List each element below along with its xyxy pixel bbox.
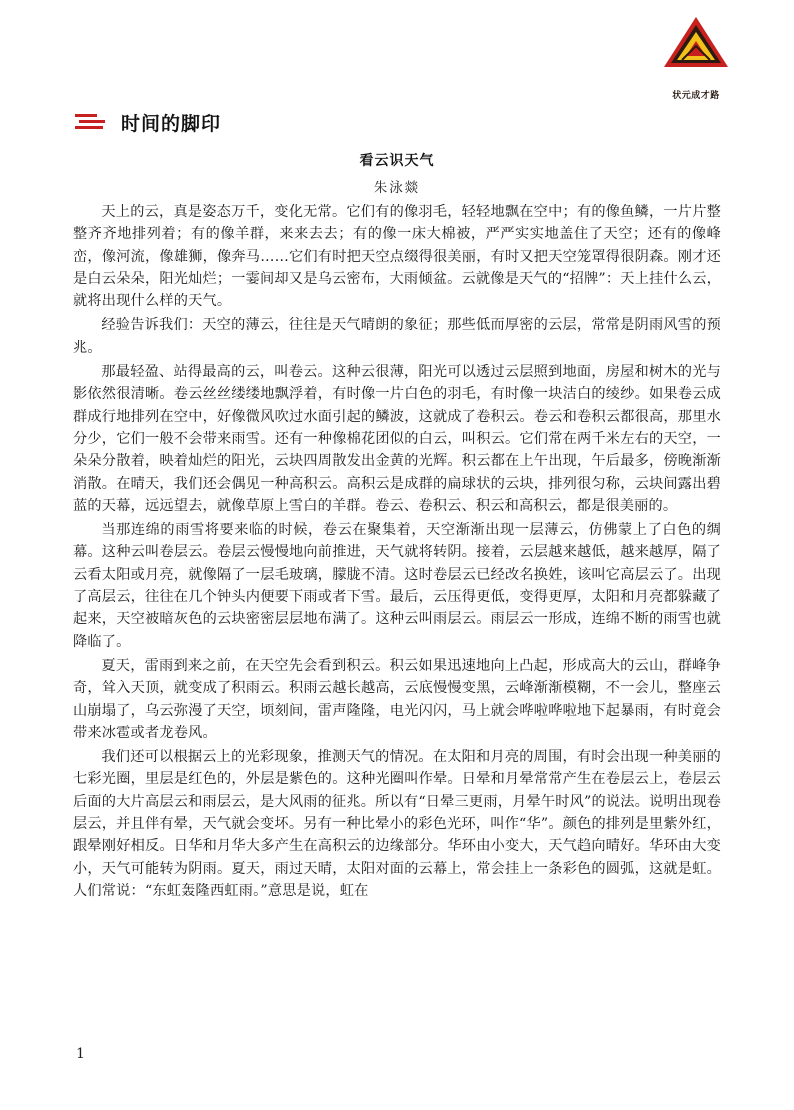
- paragraph: 当那连绵的雨雪将要来临的时候，卷云在聚集着，天空渐渐出现一层薄云，仿佛蒙上了白色的绸幕。这种云叫卷层云。卷层云慢慢地向前推进，天气就将转阴。接着，云层越来越低，越来越厚，隔了云看太阳或月亮，就像隔了一层毛玻璃，朦胧不清。这时卷层云已经改名换姓，该叫它高层云了。出现了高层云，往往在几个钟头内便要下雨或者下雪。最后，云压得更低，变得更厚，太阳和月亮都躲藏了起来，天空被暗灰色的云块密密层层地布满了。这种云叫雨层云。雨层云一形成，连绵不断的雨雪也就降临了。: [73, 522, 721, 650]
- paragraph: 夏天，雷雨到来之前，在天空先会看到积云。积云如果迅速地向上凸起，形成高大的云山，群峰争奇，耸入天顶，就变成了积雨云。积雨云越长越高，云底慢慢变黑，云峰渐渐模糊，不一会儿，整座云山崩塌了，乌云弥漫了天空，顷刻间，雷声隆隆，电光闪闪，马上就会哗啦哗啦地下起暴雨，有时竟会带来冰雹或者龙卷风。: [73, 657, 721, 741]
- paragraph: 天上的云，真是姿态万千，变化无常。它们有的像羽毛，轻轻地飘在空中；有的像鱼鳞，一片片整整齐齐地排列着；有的像羊群，来来去去；有的像一床大棉被，严严实实地盖住了天空；还有的像峰峦，像河流，像雄狮，像奔马……它们有时把天空点缀得很美丽，有时又把天空笼罩得很阴森。刚才还是白云朵朵，阳光灿烂；一霎间却又是乌云密布，大雨倾盆。云就像是天气的“招牌”：天上挂什么云，就将出现什么样的天气。: [73, 204, 721, 310]
- logo-wordmark: [662, 68, 730, 120]
- paragraph: 我们还可以根据云上的光彩现象，推测天气的情况。在太阳和月亮的周围，有时会出现一种美丽的七彩光圈，里层是红色的，外层是紫色的。这种光圈叫作晕。日晕和月晕常常产生在卷层云上，卷层云后面的大片高层云和雨层云，是大风雨的征兆。所以有“日晕三更雨，月晕午时风”的说法。说明出现卷层云，并且伴有晕，天气就会变坏。另有一种比晕小的彩色光环，叫作“华”。颜色的排列是里紫外红，跟晕刚好相反。日华和月华大多产生在高积云的边缘部分。华环由小变大，天气趋向晴好。华环由大变小，天气可能转为阴雨。夏天，雨过天晴，太阳对面的云幕上，常会挂上一条彩色的圆弧，这就是虹。人们常说：“东虹轰隆西虹雨。”意思是说，虹在: [73, 749, 721, 899]
- article-title: 看云识天气: [359, 153, 435, 169]
- publisher-logo: [662, 16, 730, 101]
- article-body: [73, 201, 721, 904]
- page-number: 1: [76, 1046, 85, 1062]
- paragraph: 那最轻盈、站得最高的云，叫卷云。这种云很薄，阳光可以透过云层照到地面，房屋和树木的光与影依然很清晰。卷云丝丝缕缕地飘浮着，有时像一片白色的羽毛，有时像一块洁白的绫纱。如果卷云成群成行地排列在空中，好像微风吹过水面引起的鳞波，这就成了卷积云。卷云和卷积云都很高，那里水分少，它们一般不会带来雨雪。还有一种像棉花团似的白云，叫积云。它们常在两千米左右的天空，一朵朵分散着，映着灿烂的阳光，云块四周散发出金黄的光辉。积云都在上午出现，午后最多，傍晚渐渐消散。在晴天，我们还会偶见一种高积云。高积云是成群的扁球状的云块，排列很匀称，云块间露出碧蓝的天幕，远远望去，就像草原上雪白的羊群。卷云、卷积云、积云和高积云，都是很美丽的。: [73, 364, 721, 514]
- svg-text:状元成才路: 状元成才路: [672, 91, 720, 101]
- triangle-badge-icon: [662, 16, 730, 68]
- section-title: 时间的脚印: [121, 112, 222, 135]
- paragraph: 经验告诉我们：天空的薄云，往往是天气晴朗的象征；那些低而厚密的云层，常常是阴雨风雪的预兆。: [73, 317, 721, 356]
- section-header: [75, 109, 221, 135]
- stripes-icon: [75, 113, 105, 131]
- article-author: 朱泳燚: [373, 180, 421, 196]
